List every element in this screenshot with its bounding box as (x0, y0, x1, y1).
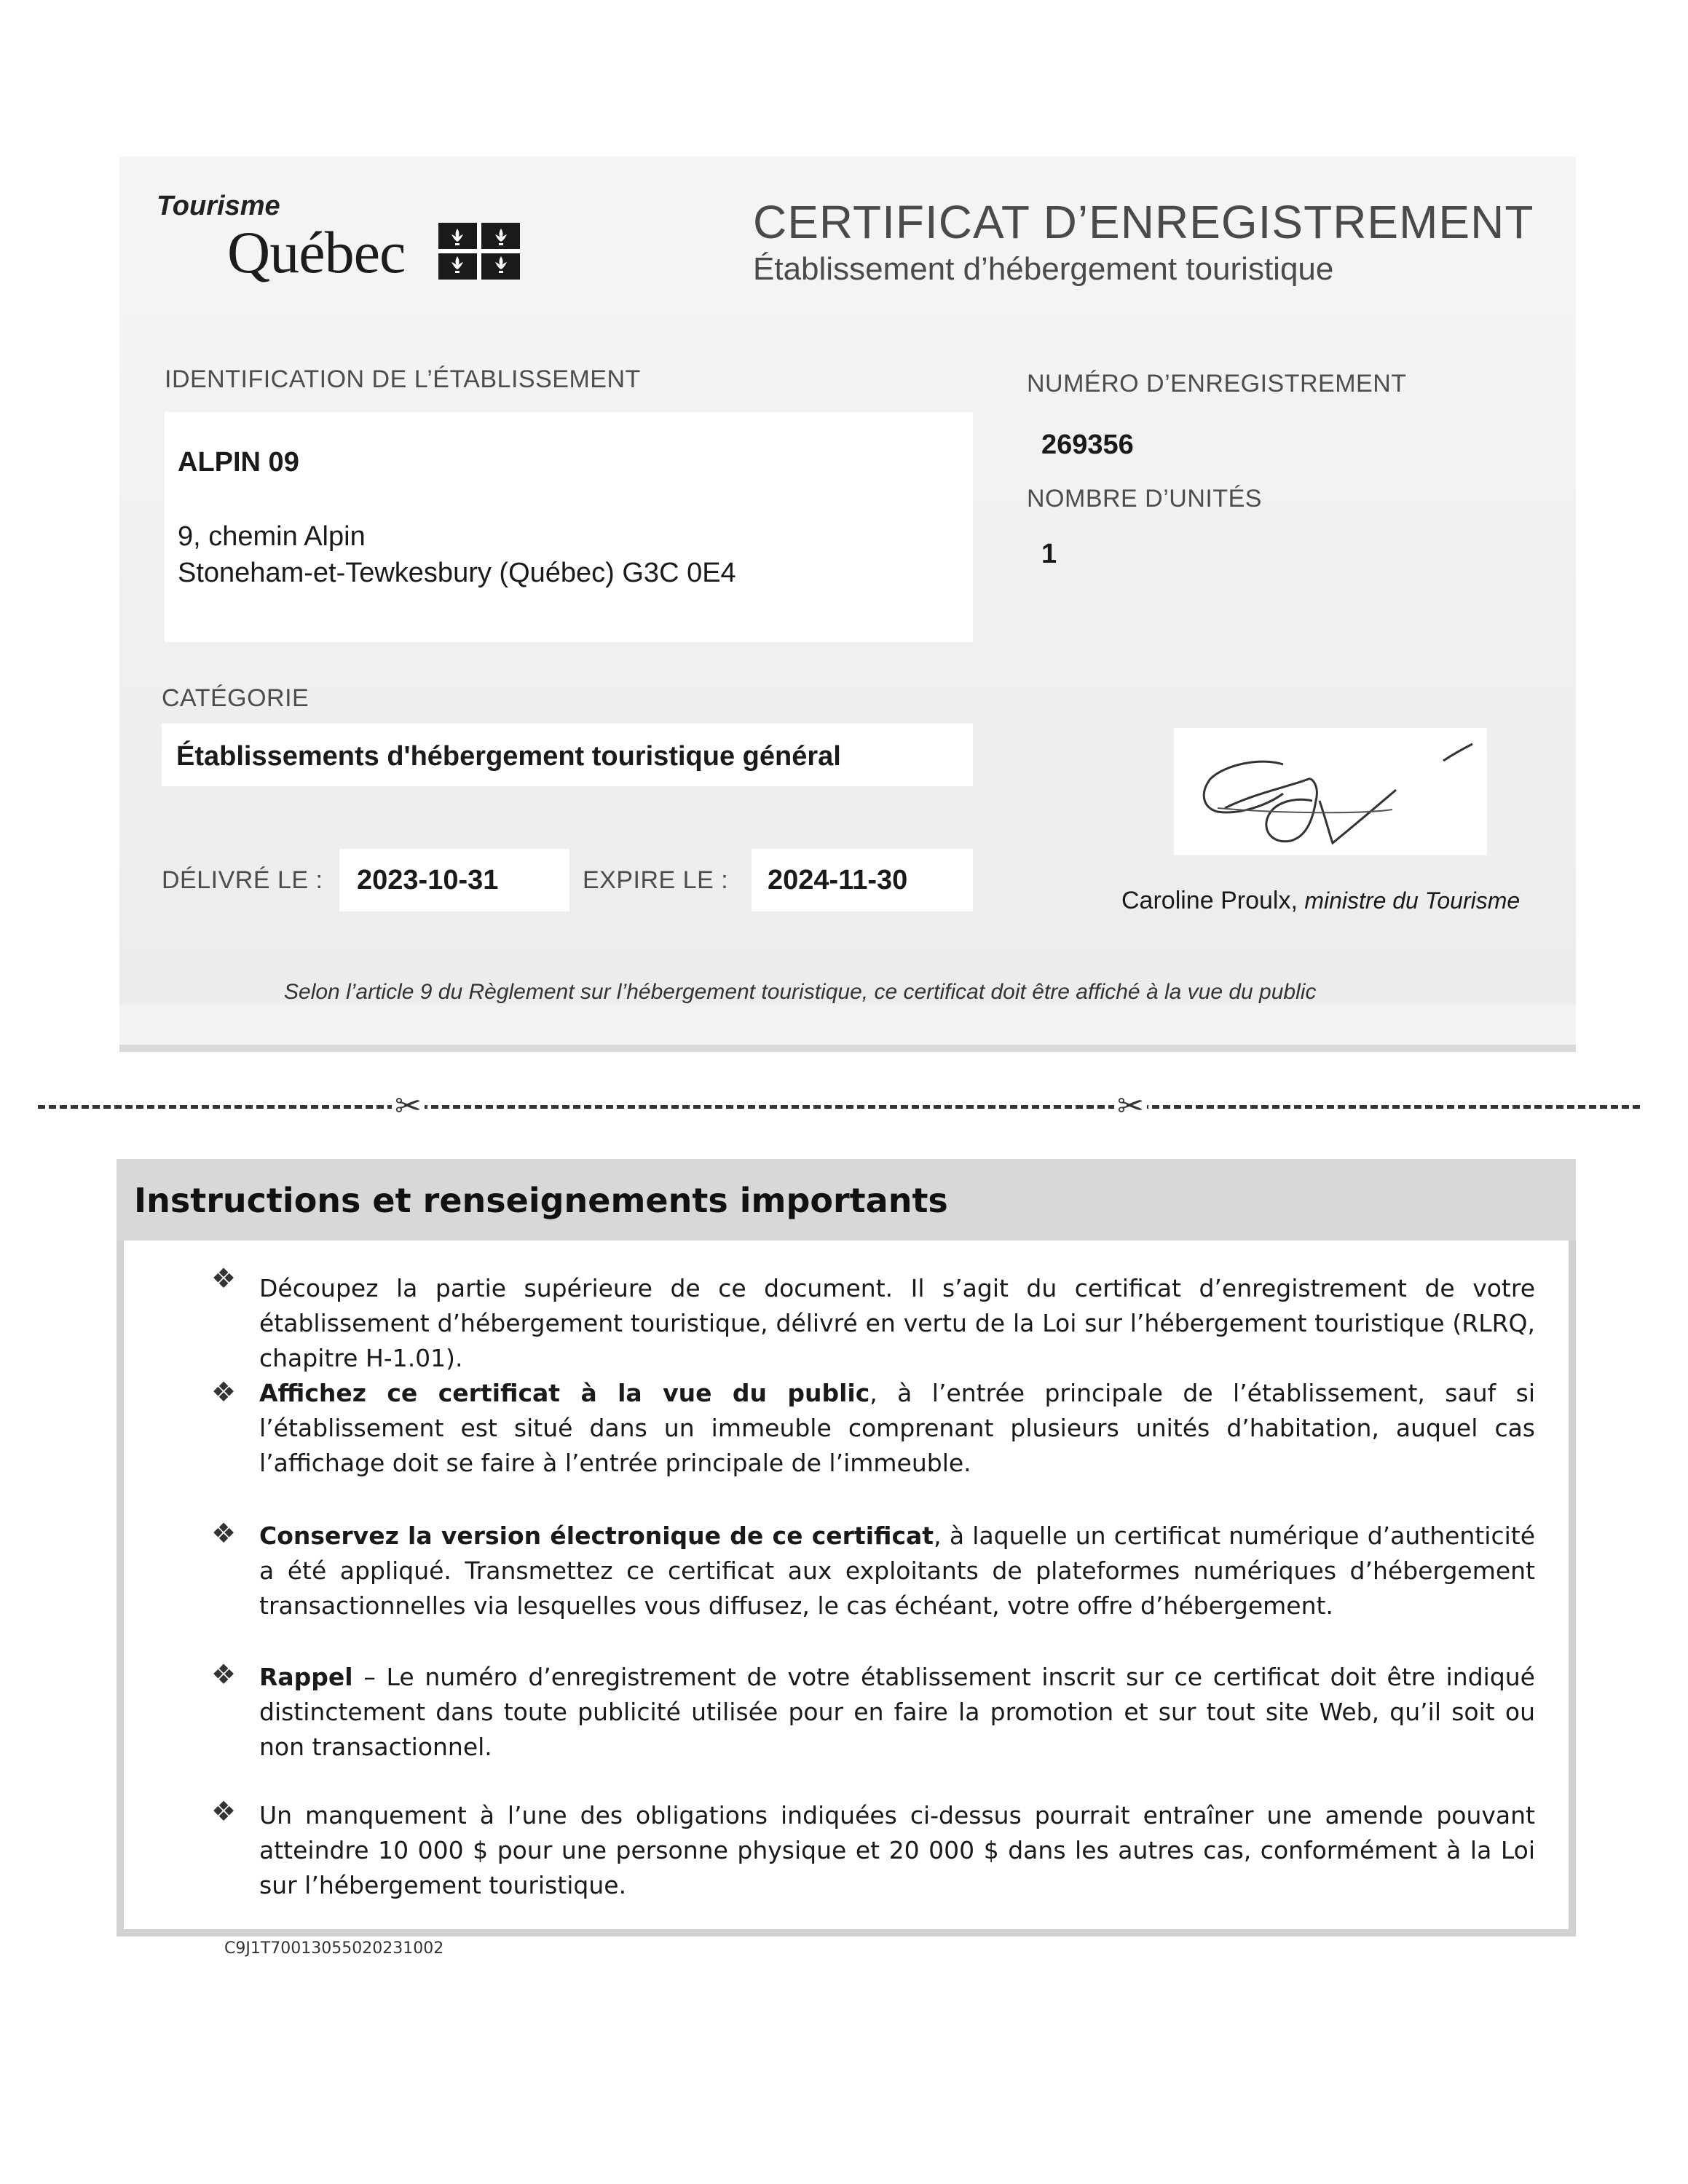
units-label: NOMBRE D’UNITÉS (1027, 485, 1262, 513)
quebec-flag-icon (438, 223, 520, 280)
issued-date: 2023-10-31 (357, 865, 499, 895)
registration-number: 269356 (1041, 430, 1134, 460)
logo-quebec-text: Québec (227, 219, 406, 285)
diamond-bullet-icon: ❖ (211, 1797, 237, 1827)
instruction-item-bold: Affichez ce certificat à la vue du public (259, 1379, 870, 1407)
instruction-item-text: Un manquement à l’une des obligations indiquées ci-dessus pourrait entraîner une amende pouvant atteindre 10 000 $ pour une personne physique et 20 000 $ dans les autres cas, conformément à la Loi sur l’hébergement touristique. (259, 1801, 1535, 1899)
instruction-item-text: , à laquelle un certificat numérique d’authenticité a été appliqué. Transmettez ce certificat aux exploitants de plateformes numériques d’hébergement transactionnelles via lesquelles vous diffusez, le cas échéant, votre offre d’hébergement. (259, 1522, 1535, 1620)
instruction-item-text: – Le numéro d’enregistrement de votre établissement inscrit sur ce certificat doit être indiqué distinctement dans toute publicité utilisée pour en faire la promotion et sur tout site Web, qu’il soit ou non transactionnel. (259, 1663, 1535, 1761)
scissors-icon: ✂ (1114, 1088, 1147, 1125)
diamond-bullet-icon: ❖ (211, 1519, 237, 1549)
establishment-name: ALPIN 09 (178, 447, 299, 478)
signatory (1121, 887, 1520, 915)
issued-label: DÉLIVRÉ LE : (162, 866, 323, 894)
instruction-item-text: Découpez la partie supérieure de ce document. Il s’agit du certificat d’enregistrement de votre établissement d’hébergement touristique, délivré en vertu de la Loi sur l’hébergement touristique (RLRQ, chapitre H-1.01). (259, 1274, 1535, 1372)
certificate-title: CERTIFICAT D’ENREGISTREMENT (753, 196, 1534, 248)
instruction-item (259, 1519, 1535, 1623)
category-label: CATÉGORIE (162, 684, 309, 712)
instructions-title: Instructions et renseignements importants (134, 1181, 948, 1220)
instruction-item (259, 1376, 1535, 1481)
diamond-bullet-icon: ❖ (211, 1264, 237, 1294)
display-notice: Selon l’article 9 du Règlement sur l’hébergement touristique, ce certificat doit être affiché à la vue du public (284, 980, 1317, 1004)
instruction-item (259, 1271, 1535, 1376)
category-value: Établissements d'hébergement touristique général (176, 741, 841, 772)
document-code: C9J1T70013055020231002 (224, 1939, 444, 1958)
logo-tourisme-text: Tourisme (157, 191, 280, 221)
expires-date: 2024-11-30 (768, 865, 908, 895)
certificate-subtitle: Établissement d’hébergement touristique (753, 251, 1334, 287)
instruction-item (259, 1660, 1535, 1765)
signatory-name: Caroline Proulx, (1121, 887, 1298, 914)
establishment-label: IDENTIFICATION DE L’ÉTABLISSEMENT (165, 365, 641, 393)
establishment-address-line2: Stoneham-et-Tewkesbury (Québec) G3C 0E4 (178, 558, 736, 588)
scissors-icon: ✂ (392, 1088, 425, 1125)
establishment-address-line1: 9, chemin Alpin (178, 521, 366, 552)
diamond-bullet-icon: ❖ (211, 1377, 237, 1408)
instruction-item-bold: Rappel (259, 1663, 353, 1691)
signatory-role: ministre du Tourisme (1304, 887, 1521, 914)
instruction-item-text: , à l’entrée principale de l’établissement, sauf si l’établissement est situé dans un immeuble comprenant plusieurs unités d’habitation, auquel cas l’affichage doit se faire à l’entrée principale de l’immeuble. (259, 1379, 1535, 1477)
registration-number-label: NUMÉRO D’ENREGISTREMENT (1027, 370, 1407, 397)
units-value: 1 (1041, 539, 1057, 569)
diamond-bullet-icon: ❖ (211, 1660, 237, 1690)
cut-line (38, 1105, 1640, 1109)
instruction-item (259, 1798, 1535, 1903)
expires-label: EXPIRE LE : (583, 866, 729, 894)
signature-icon (1174, 728, 1487, 855)
instruction-item-bold: Conservez la version électronique de ce certificat (259, 1522, 934, 1550)
